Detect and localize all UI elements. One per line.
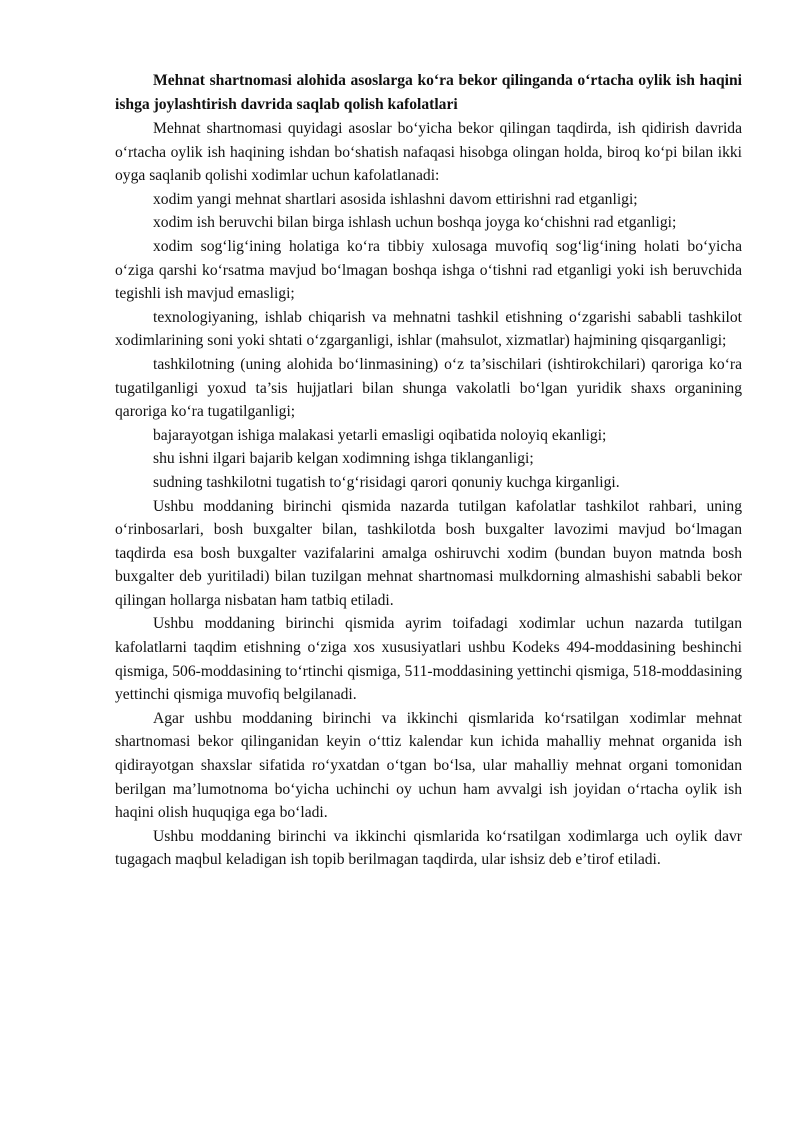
list-item: shu ishni ilgari bajarib kelgan xodimning ishga tiklanganligi; — [153, 450, 534, 468]
paragraph: Ushbu moddaning birinchi qismida nazarda tutilgan kafolatlar tashkilot rahbari, uning o‘rinbosarlari, bosh buxgalter bilan, tashkilotda bosh buxgalter lavozimi mavjud bo‘lmagan taqdirda esa bosh buxgalter vazifalarini amalga oshiruvchi xodim (bundan buyon matnda bosh buxgalter deb yuritiladi) bilan tuzilgan mehnat shartnomasi mulkdorning almashishi sababli bekor qilingan hollarga nisbatan ham tatbiq etiladi. — [115, 497, 742, 609]
paragraph: Agar ushbu moddaning birinchi va ikkinchi qismlarida ko‘rsatilgan xodimlar mehnat shartnomasi bekor qilinganidan keyin o‘ttiz kalendar kun ichida mahalliy mehnat organida ish qidirayotgan shaxslar sifatida ro‘yxatdan o‘tgan bo‘lsa, ular mahalliy mehnat organi tomonidan berilgan ma’lumotnoma bo‘yicha uchinchi oy uchun ham avvalgi ish joyidan o‘rtacha oylik ish haqini olish huquqiga ega bo‘ladi. — [115, 709, 742, 822]
document-heading: Mehnat shartnomasi alohida asoslarga ko‘ra bekor qilinganda o‘rtacha oylik ish haqini ishga joylashtirish davrida saqlab qolish kafolatlari — [115, 72, 742, 113]
list-item: xodim yangi mehnat shartlari asosida ishlashni davom ettirishni rad etganligi; — [153, 190, 638, 208]
list-item: bajarayotgan ishiga malakasi yetarli emasligi oqibatida noloyiq ekanligi; — [153, 426, 607, 444]
paragraph: Ushbu moddaning birinchi qismida ayrim toifadagi xodimlar uchun nazarda tutilgan kafolatlarni taqdim etishning o‘ziga xos xususiyatlari ushbu Kodeks 494-moddasining beshinchi qismiga, 506-moddasining to‘rtinchi qismiga, 511-moddasining yettinchi qismiga, 518-moddasining yettinchi qismiga muvofiq belgilanadi. — [115, 615, 742, 704]
list-item: texnologiyaning, ishlab chiqarish va mehnatni tashkil etishning o‘zgarishi sababli tashkilot xodimlarining soni yoki shtati o‘zgarganligi, ishlar (mahsulot, xizmatlar) hajmining qisqarganligi; — [115, 308, 742, 350]
list-item: sudning tashkilotni tugatish to‘g‘risidagi qarori qonuniy kuchga kirganligi. — [153, 473, 620, 491]
paragraph: Ushbu moddaning birinchi va ikkinchi qismlarida ko‘rsatilgan xodimlarga uch oylik davr tugagach maqbul keladigan ish topib berilmagan taqdirda, ular ishsiz deb e’tirof etiladi. — [115, 827, 742, 869]
list-item: tashkilotning (uning alohida bo‘linmasining) o‘z ta’sischilari (ishtirokchilari) qaroriga ko‘ra tugatilganligi yoxud ta’sis hujjatlari bilan shunga vakolatli bo‘lgan yuridik shaxs organining qaroriga ko‘ra tugatilganligi; — [115, 355, 742, 421]
list-item: xodim sog‘lig‘ining holatiga ko‘ra tibbiy xulosaga muvofiq sog‘lig‘ining holati bo‘yicha o‘ziga qarshi ko‘rsatma mavjud bo‘lmagan boshqa ishga o‘tishni rad etganligi yoki ish beruvchida tegishli ish mavjud emasligi; — [115, 237, 742, 303]
paragraph-intro: Mehnat shartnomasi quyidagi asoslar bo‘yicha bekor qilingan taqdirda, ish qidirish davrida o‘rtacha oylik ish haqining ishdan bo‘shatish nafaqasi hisobga olingan holda, biroq ko‘pi bilan ikki oyga saqlanib qolishi xodimlar uchun kafolatlanadi: — [115, 120, 742, 185]
list-item: xodim ish beruvchi bilan birga ishlash uchun boshqa joyga ko‘chishni rad etganligi; — [153, 214, 677, 232]
